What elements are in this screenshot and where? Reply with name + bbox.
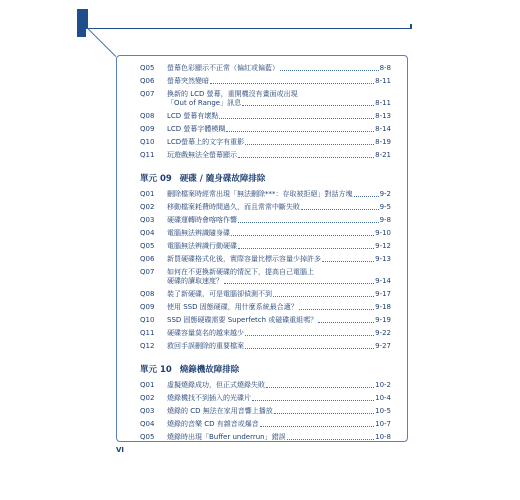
toc-entry[interactable]	[140, 290, 391, 303]
entry-title: 燒錄的音樂 CD 有雜音或爆音	[167, 420, 259, 428]
toc-entry[interactable]	[140, 381, 391, 394]
entry-number: Q06	[140, 255, 155, 263]
entry-number: Q02	[140, 203, 155, 211]
entry-page: 8-11	[375, 99, 391, 107]
entry-title: 刪除檔案時經常出現「無法刪除***：存取被拒絕」對話方塊	[167, 190, 353, 198]
toc-entry[interactable]	[140, 90, 391, 112]
corner-bar-thin	[86, 9, 88, 28]
dot-leader	[219, 117, 374, 119]
dot-leader	[226, 130, 374, 132]
dot-leader	[322, 260, 374, 262]
entry-number: Q10	[140, 138, 155, 146]
entry-page: 8-14	[375, 125, 391, 133]
entry-number: Q05	[140, 242, 155, 250]
toc-entry[interactable]	[140, 125, 391, 138]
entry-title: 硬碟運轉時會喀喀作響	[167, 216, 237, 224]
toc-entry[interactable]	[140, 112, 391, 125]
entry-title: 使用 SSD 固態硬碟，用什麼系統最合適？	[167, 303, 298, 311]
entry-title: LCD 螢幕有壞點	[167, 112, 219, 120]
toc-entry[interactable]	[140, 229, 391, 242]
entry-title: 硬碟的讀取速度？	[167, 277, 223, 285]
dot-leader	[224, 282, 374, 284]
entry-title: 電腦無法辨識隨身碟	[167, 229, 230, 237]
entry-page: 9-13	[375, 255, 391, 263]
entry-page: 8-13	[375, 112, 391, 120]
entry-number: Q05	[140, 433, 155, 441]
page-number: VI	[116, 446, 125, 454]
entry-page: 9-18	[375, 303, 391, 311]
entry-number: Q01	[140, 190, 155, 198]
entry-title: 移動檔案耗費時間過久，而且常常中斷失敗	[167, 203, 300, 211]
entry-page: 9-12	[375, 242, 391, 250]
entry-number: Q09	[140, 303, 155, 311]
toc-entry[interactable]	[140, 190, 391, 203]
entry-number: Q04	[140, 229, 155, 237]
entry-title: LCD 螢幕字體模糊	[167, 125, 226, 133]
unit-label: 單元 09	[140, 174, 172, 184]
dot-leader	[245, 334, 374, 336]
toc-entry[interactable]	[140, 255, 391, 268]
entry-title: 救回手誤刪除的重要檔案	[167, 342, 244, 350]
dot-leader	[287, 438, 375, 440]
corner-bar-thick	[77, 9, 86, 37]
toc-entry[interactable]	[140, 138, 391, 151]
entry-title: 虛擬燒錄成功，但正式燒錄失敗	[167, 381, 265, 389]
entry-title: 燒錄時出現「Buffer underrun」錯誤	[167, 433, 286, 441]
connector-line	[87, 28, 116, 57]
dot-leader	[354, 195, 379, 197]
toc-entry[interactable]	[140, 242, 391, 255]
entry-title: SSD 固態硬碟需要 Superfetch 或磁碟重組嗎？	[167, 316, 318, 324]
entry-number: Q12	[140, 342, 155, 350]
toc-entry[interactable]	[140, 216, 391, 229]
entry-number: Q01	[140, 381, 155, 389]
dot-leader	[245, 347, 374, 349]
entry-title: 裝了新硬碟，可是電腦卻偵測不到	[167, 290, 272, 298]
entry-title: 「Out of Range」訊息	[167, 99, 242, 107]
entry-number: Q03	[140, 216, 155, 224]
entry-number: Q07	[140, 268, 155, 276]
entry-number: Q08	[140, 290, 155, 298]
entry-number: Q05	[140, 64, 155, 72]
entry-page: 9-14	[375, 277, 391, 285]
dot-leader	[318, 321, 374, 323]
entry-title: 新買硬碟格式化後，實際容量比標示容量少掉許多	[167, 255, 321, 263]
unit-heading	[140, 363, 391, 377]
top-rule-tick	[410, 24, 412, 29]
entry-page: 9-17	[375, 290, 391, 298]
dot-leader	[266, 386, 374, 388]
entry-number: Q02	[140, 394, 155, 402]
entry-title: 螢幕突然變暗	[167, 77, 209, 85]
dot-leader	[210, 82, 374, 84]
dot-leader	[242, 104, 374, 106]
toc-entry[interactable]	[140, 64, 391, 77]
entry-page: 9-22	[375, 329, 391, 337]
entry-number: Q07	[140, 90, 155, 98]
toc-entry[interactable]	[140, 394, 391, 407]
entry-title: 如何在不更換新硬碟的情況下，提高自己電腦上	[167, 268, 314, 276]
dot-leader	[238, 156, 374, 158]
entry-title: 玩遊戲無法全螢幕顯示	[167, 151, 237, 159]
toc-entry[interactable]	[140, 268, 391, 290]
dot-leader	[231, 234, 374, 236]
entry-number: Q08	[140, 112, 155, 120]
dot-leader	[273, 295, 374, 297]
entry-page: 10-2	[375, 381, 391, 389]
toc-entry[interactable]	[140, 151, 391, 164]
dot-leader	[299, 308, 374, 310]
entry-page: 10-5	[375, 407, 391, 415]
entry-title: 硬碟容量莫名的越來越少	[167, 329, 244, 337]
entry-page: 9-10	[375, 229, 391, 237]
dot-leader	[245, 143, 374, 145]
entry-title: 螢幕色彩顯示不正常（偏紅或偏藍）	[167, 64, 279, 72]
toc-entry[interactable]	[140, 407, 391, 420]
unit-heading	[140, 172, 391, 186]
dot-leader	[260, 425, 374, 427]
entry-page: 9-5	[379, 203, 391, 211]
dot-leader	[274, 412, 374, 414]
entry-page: 8-19	[375, 138, 391, 146]
entry-page: 8-11	[375, 77, 391, 85]
dot-leader	[238, 247, 374, 249]
dot-leader	[280, 69, 379, 71]
unit-title: 硬碟 / 隨身碟故障排除	[179, 174, 266, 184]
entry-title: LCD螢幕上的文字有重影	[167, 138, 245, 146]
entry-page: 9-8	[379, 216, 391, 224]
entry-title: 電腦無法辨識行動硬碟	[167, 242, 237, 250]
dot-leader	[238, 221, 379, 223]
toc-entry[interactable]	[140, 77, 391, 90]
entry-page: 9-19	[375, 316, 391, 324]
entry-number: Q04	[140, 420, 155, 428]
top-rule	[86, 28, 411, 29]
entry-page: 9-27	[375, 342, 391, 350]
toc-entry[interactable]	[140, 420, 391, 433]
toc-entry[interactable]	[140, 433, 391, 446]
toc-entry[interactable]	[140, 329, 391, 342]
toc-entry[interactable]	[140, 203, 391, 216]
entry-number: Q11	[140, 151, 155, 159]
dot-leader	[252, 399, 374, 401]
entry-number: Q09	[140, 125, 155, 133]
toc-entry[interactable]	[140, 342, 391, 355]
entry-number: Q06	[140, 77, 155, 85]
entry-page: 10-7	[375, 420, 391, 428]
entry-title: 燒錄機找不到插入的光碟片	[167, 394, 251, 402]
unit-title: 燒錄機故障排除	[179, 365, 240, 375]
entry-number: Q11	[140, 329, 155, 337]
entry-number: Q03	[140, 407, 155, 415]
entry-title: 換新的 LCD 螢幕，重開機沒有畫面或出現	[167, 90, 298, 98]
entry-title: 燒錄的 CD 無法在家用音響上播放	[167, 407, 273, 415]
entry-page: 8-21	[375, 151, 391, 159]
toc-entry[interactable]	[140, 303, 391, 316]
unit-label: 單元 10	[140, 365, 172, 375]
entry-number: Q10	[140, 316, 155, 324]
entry-page: 9-2	[379, 190, 391, 198]
toc-entry[interactable]	[140, 316, 391, 329]
entry-page: 10-4	[375, 394, 391, 402]
entry-page: 8-8	[379, 64, 391, 72]
dot-leader	[301, 208, 379, 210]
entry-page: 10-8	[375, 433, 391, 441]
table-of-contents	[140, 64, 391, 446]
